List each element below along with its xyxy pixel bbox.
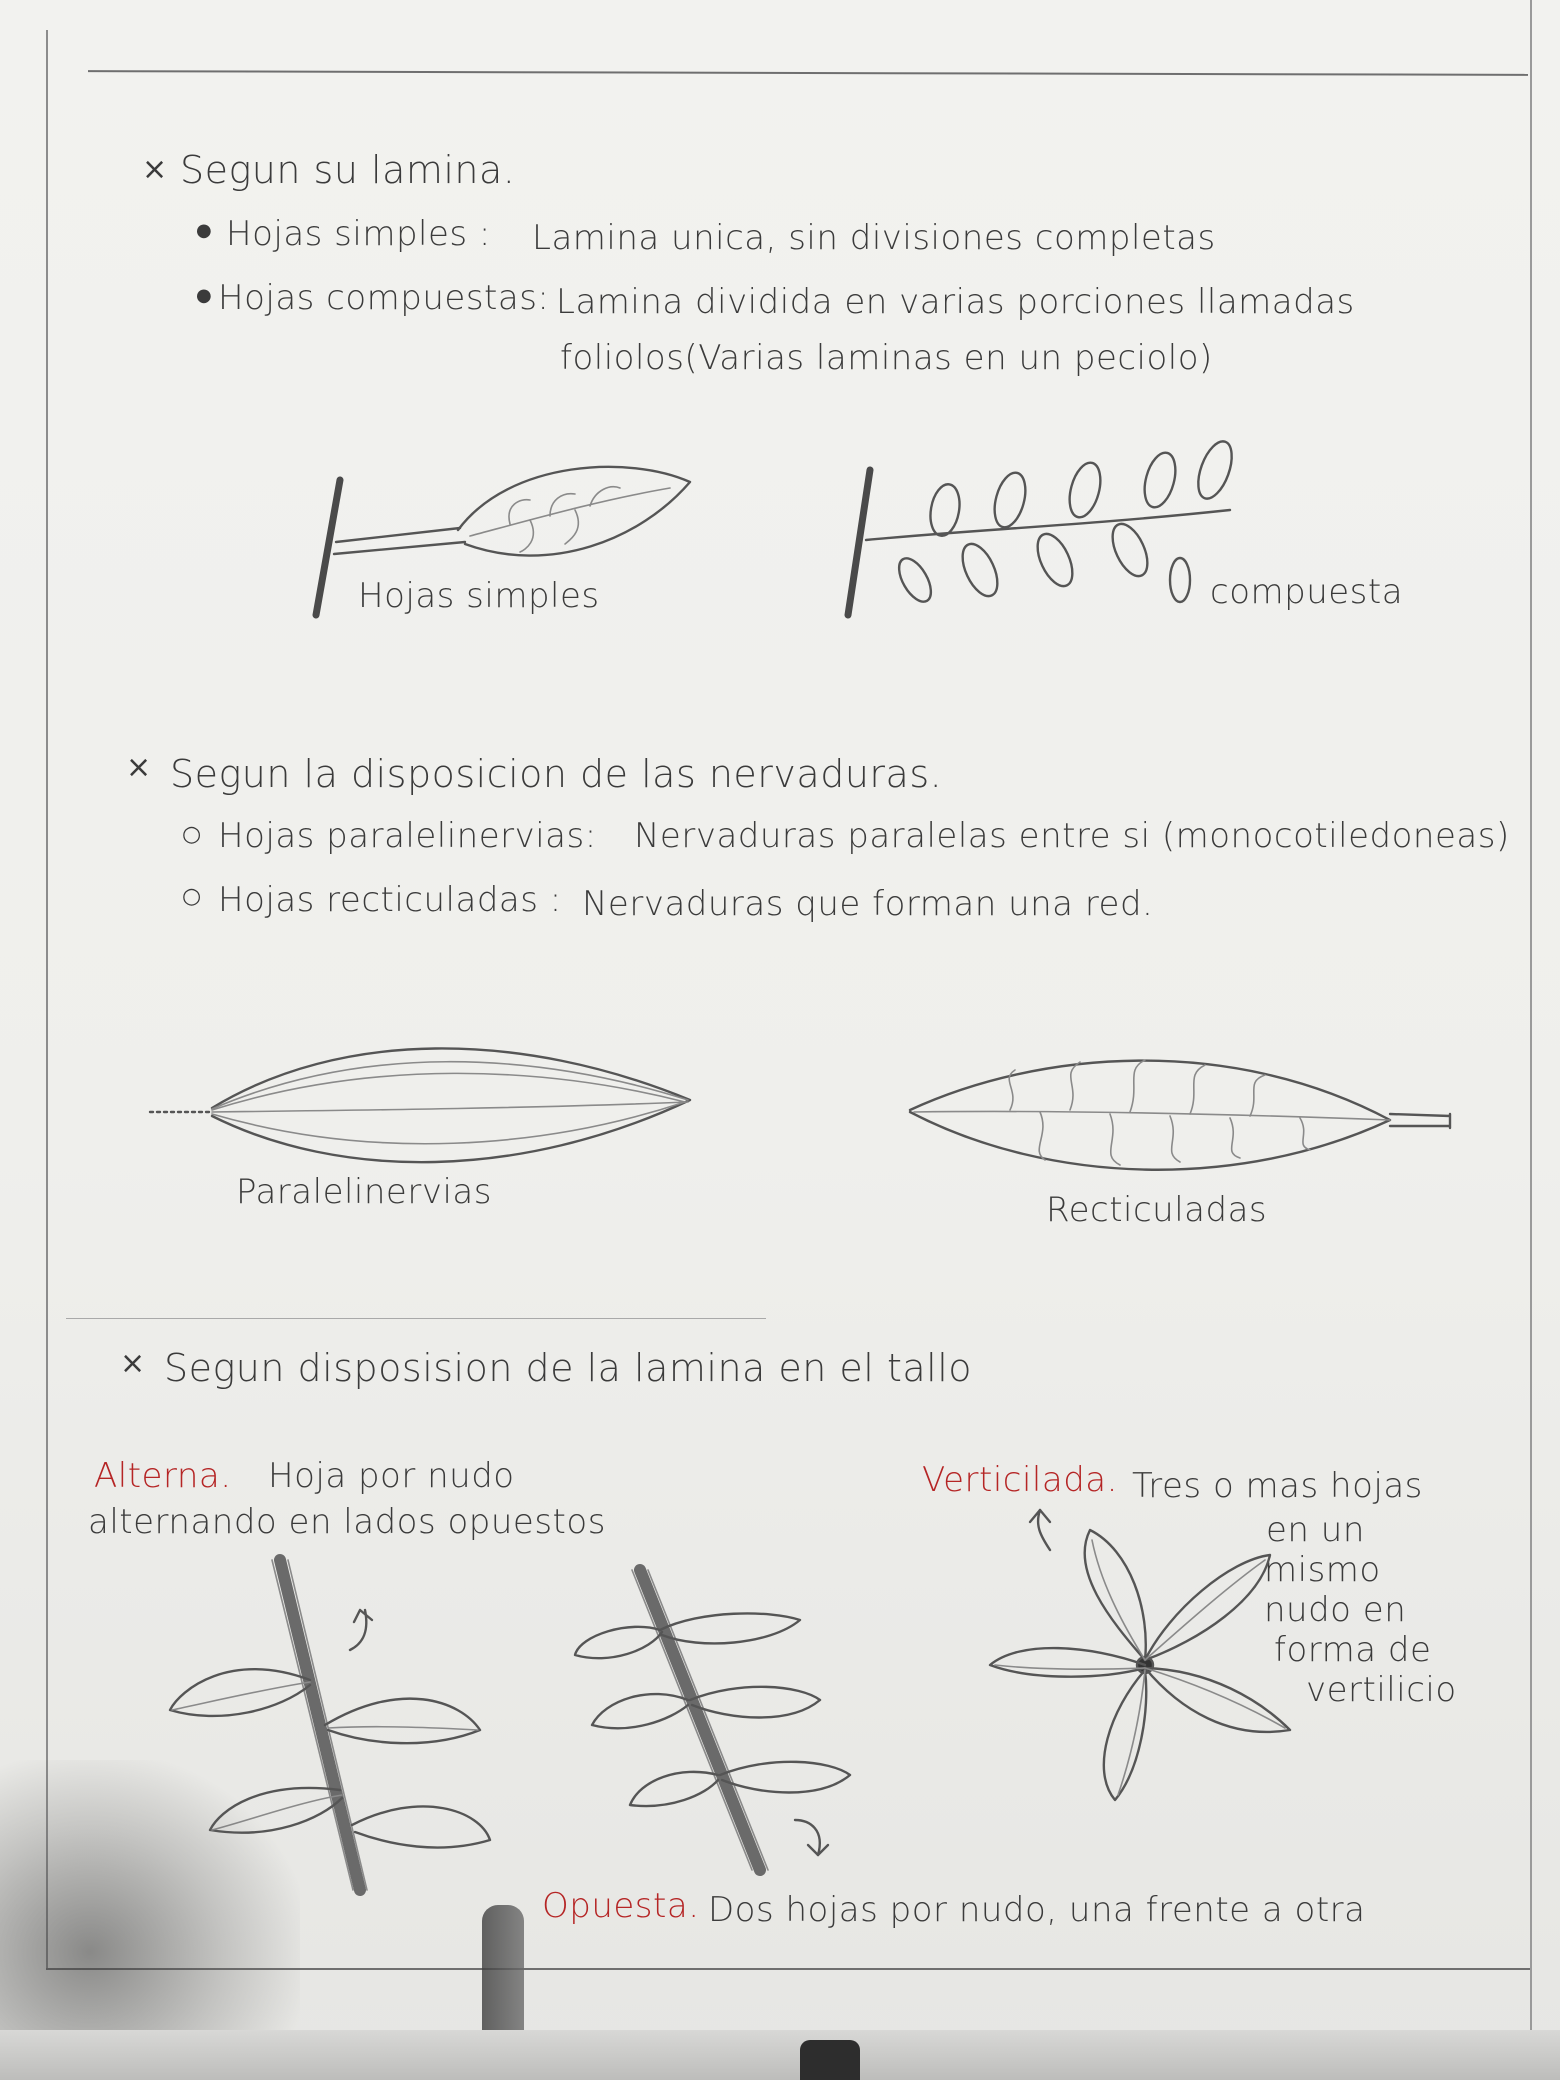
compound-leaf-term: Hojas compuestas: [218,278,550,318]
parallel-term: Hojas paralelinervias: [218,816,597,856]
x-mark-icon: × [126,750,152,785]
compound-leaf-drawing [830,430,1250,630]
x-mark-icon: × [142,152,168,187]
reticulate-term: Hojas recticuladas : [218,880,562,920]
verticilada-desc-line4: nudo en [1264,1590,1407,1630]
verticilada-desc-line1: Tres o mas hojas [1132,1466,1423,1506]
section1-heading: Segun su lamina. [180,148,516,192]
photo-bottom-edge [0,2030,1560,2080]
alterna-desc-line1: Hoja por nudo [268,1456,515,1496]
reticulate-desc: Nervaduras que forman una red. [582,884,1154,924]
page-border-right [1530,0,1532,2080]
parallel-leaf-caption: Paralelinervias [236,1172,492,1212]
sub-bullet-icon: ○ [182,884,202,909]
verticilada-desc-line5: forma de [1274,1630,1432,1670]
parallel-desc: Nervaduras paralelas entre si (monocotiledoneas) [634,816,1510,856]
compound-leaf-desc: Lamina dividida en varias porciones llamadas [556,282,1355,322]
alterna-desc-line2: alternando en lados opuestos [88,1502,606,1542]
compound-leaf-continuation: foliolos(Varias laminas en un peciolo) [560,338,1213,378]
whorled-arrangement-drawing [980,1510,1320,1810]
verticilada-desc-line6: vertilicio [1306,1670,1457,1710]
section3-heading: Segun disposision de la lamina en el tallo [164,1346,972,1390]
verticilada-desc-line2: en un [1266,1510,1365,1550]
opposite-arrangement-drawing [570,1560,890,1880]
alterna-label: Alterna. [94,1456,232,1496]
x-mark-icon: × [120,1346,146,1381]
page-border-top [88,70,1528,76]
binder-clip [800,2040,860,2080]
simple-leaf-desc: Lamina unica, sin divisiones completas [532,218,1216,258]
section2-heading: Segun la disposicion de las nervaduras. [170,752,943,796]
sub-bullet-icon: ● [196,220,212,241]
verticilada-label: Verticilada. [922,1460,1118,1500]
verticilada-desc-line3: mismo [1264,1550,1381,1590]
page-border-left [46,30,48,1970]
sub-bullet-icon: ● [196,285,212,306]
opuesta-label: Opuesta. [542,1886,700,1926]
simple-leaf-caption: Hojas simples [358,576,600,616]
opuesta-desc: Dos hojas por nudo, una frente a otra [708,1890,1366,1930]
simple-leaf-term: Hojas simples : [226,214,491,254]
reticulate-leaf-drawing [900,1040,1460,1200]
section-divider [66,1318,766,1319]
compound-leaf-caption: compuesta [1210,572,1404,612]
sub-bullet-icon: ○ [182,822,202,847]
reticulate-leaf-caption: Recticuladas [1046,1190,1268,1230]
